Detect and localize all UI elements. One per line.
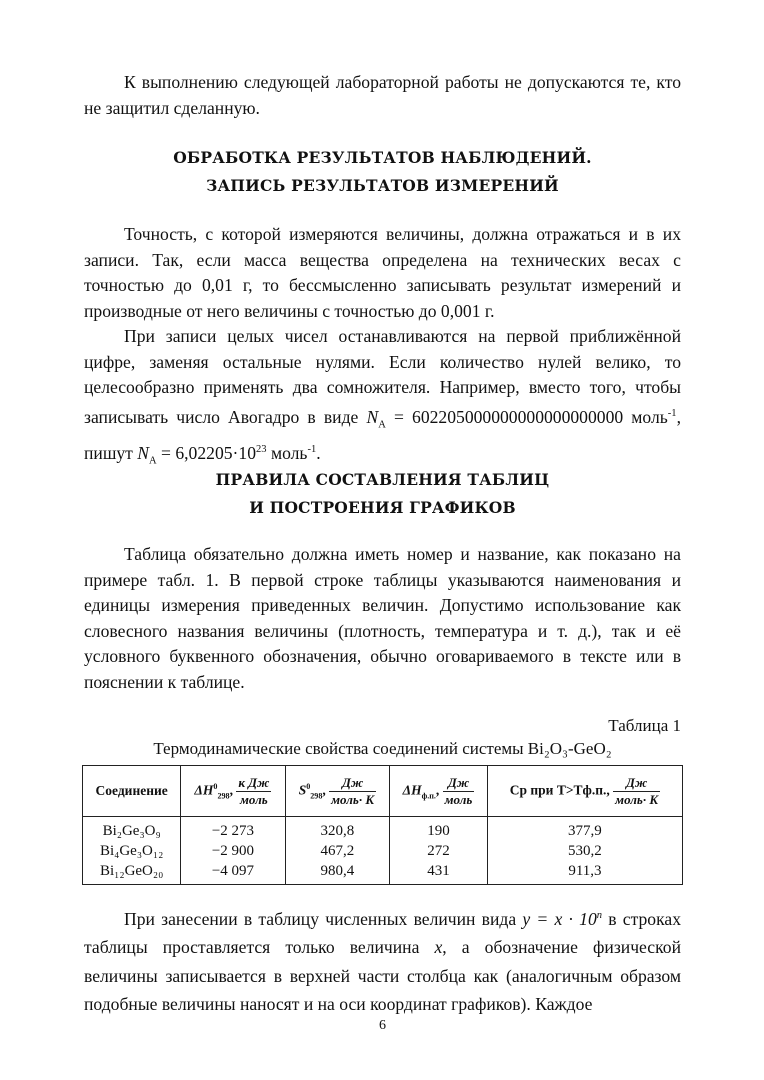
thermo-table [82, 765, 683, 885]
section-processing-body [84, 222, 681, 474]
table-number: Таблица 1 [608, 716, 681, 735]
section-heading-tables [84, 466, 681, 522]
header-enthalpy: $\Delta H^0_{298}$, $\frac{\text{к Дж}}{\text{моль}}$ [181, 766, 285, 817]
heading-line: ОБРАБОТКА РЕЗУЛЬТАТОВ НАБЛЮДЕНИЙ. [173, 148, 592, 167]
intro-paragraph: К выполнению следующей лабораторной работы не допускаются те, кто не защитил сделанную. [84, 72, 681, 118]
unit-fraction: $\frac{\text{к Дж}}{\text{моль}}$ [238, 774, 270, 807]
header-compound: Соединение [83, 766, 181, 817]
unit-fraction: $\frac{Дж}{\text{моль· K}}$ [615, 774, 659, 807]
section-values-body: При занесении в таблицу численных величин вида $y = x \cdot 10^n$ в строках таблицы проставляется только величина x, а обозначение физической величины записывается в верхней части столбца как (аналогичным образом подобные величины наносят и на оси координат графиков). Каждое [84, 908, 681, 1015]
formula: y = x · 10 [522, 908, 597, 929]
page-number: 6 [379, 1018, 386, 1033]
table-row: Bi₁₂GeO₂₀ −4 097 980,4 431 911,3 [83, 861, 683, 885]
heading-line: ЗАПИСЬ РЕЗУЛЬТАТОВ ИЗМЕРЕНИЙ [206, 176, 559, 195]
heading-line: И ПОСТРОЕНИЯ ГРАФИКОВ [249, 498, 516, 517]
section-heading-processing [84, 144, 681, 200]
paragraph-precision: Точность, с которой измеряются величины, должна отражаться и в их записи. Так, если масса вещества определена на технических весах с точностью до 0,01 г, то бессмысленно записывать результат измерений и производные от него величины с точностью до 0,001 г. [84, 224, 681, 321]
table-row: Bi₄Ge₃O₁₂ −2 900 467,2 272 530,2 [83, 841, 683, 861]
header-entropy: $S^0_{298}$, $\frac{Дж}{\text{моль· K}}$ [285, 766, 390, 817]
table-header-row [83, 766, 683, 817]
table-row: Bi₂Ge₃O₉ −2 273 320,8 190 377,9 [83, 817, 683, 842]
section-tables-body: Таблица обязательно должна иметь номер и название, как показано на примере табл. 1. В первой строке таблицы указываются наименования и единицы измерения приведенных величин. Допустимо использование как словесного названия величины (плотность, температура и т. д.), так и её условного буквенного обозначения, обычно оговариваемого в тексте или в пояснении к таблице. [84, 544, 681, 692]
table-caption: Термодинамические свойства соединений системы Bi₂O₃-GeO₂ [153, 739, 612, 758]
header-heat-capacity: Cр при T>Tф.п., $\frac{Дж}{\text{моль· K}}$ [487, 766, 682, 817]
unit-fraction: $\frac{Дж}{\text{моль}}$ [444, 774, 473, 807]
header-phase-enthalpy: $\Delta H_{ф.п.}$, $\frac{Дж}{\text{моль}}$ [390, 766, 488, 817]
unit-fraction: $\frac{Дж}{\text{моль· K}}$ [331, 774, 375, 807]
heading-line: ПРАВИЛА СОСТАВЛЕНИЯ ТАБЛИЦ [215, 470, 550, 489]
paragraph-integers: При записи целых чисел останавливаются на первой приближённой цифре, заменяя остальные нулями. Если количество нулей велико, то целесообразно применять два сомножителя. Например, вместо того, чтобы записывать число Авогадро в виде $N_A = 602205000000000000000000$ моль$^{-1}$, пишут $N_A = 6,02205\cdot 10^{23}$ моль$^{-1}$. [84, 326, 681, 467]
